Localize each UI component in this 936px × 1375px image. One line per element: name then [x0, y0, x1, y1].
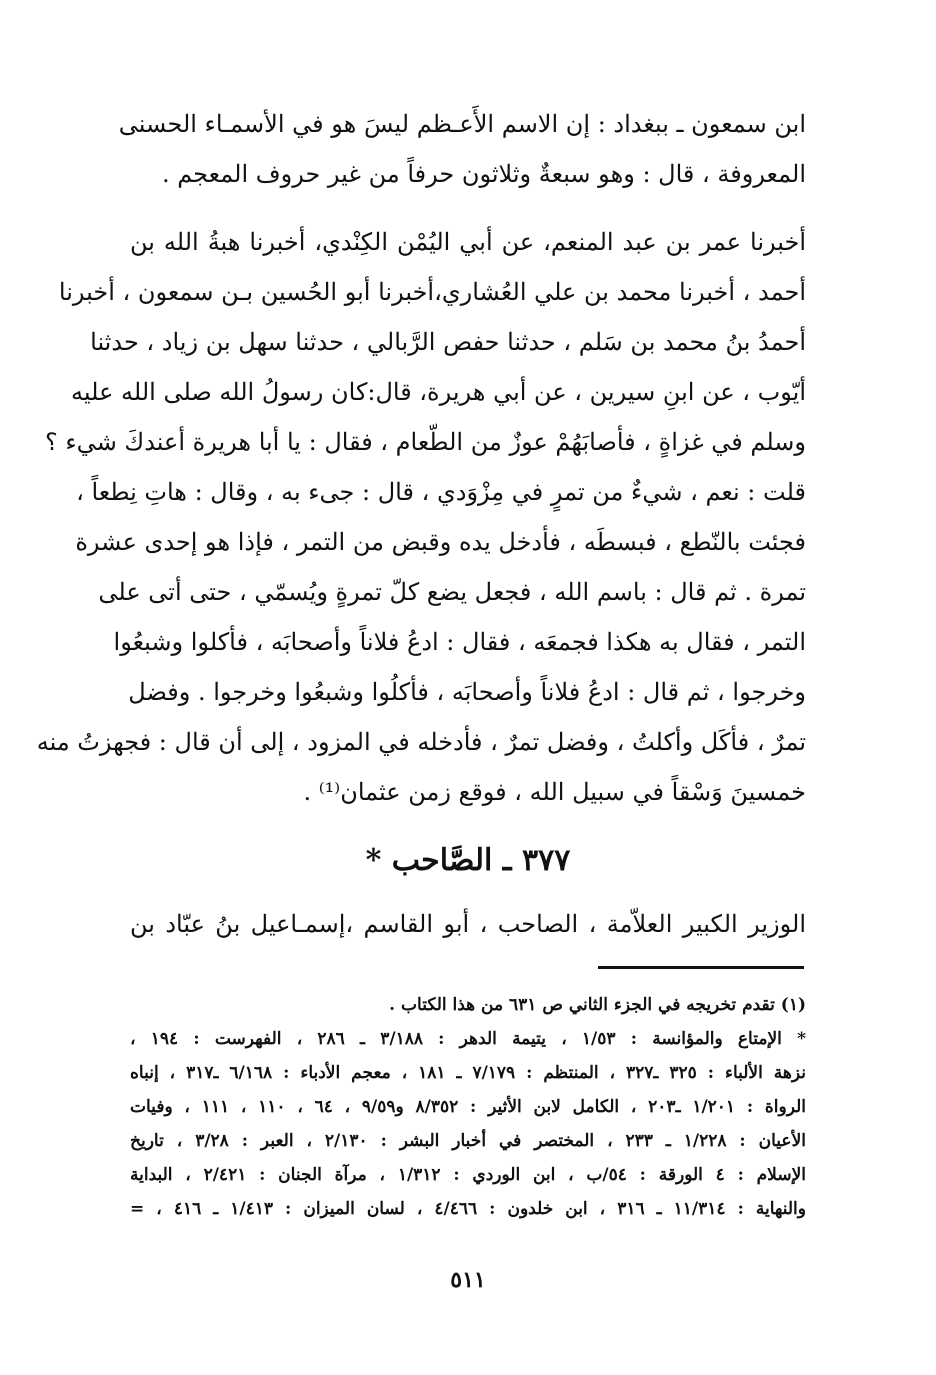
narration-line-12: خمسينَ وَسْقاً في سبيل الله ، فوقع زمن عثمان⁽¹⁾ . — [303, 778, 806, 806]
narration-line-8: تمرة . ثم قال : باسم الله ، فجعل يضع كلّ تمرةٍ ويُسمّي ، حتى أتى على — [98, 578, 806, 606]
footnote-source-line-3: الرواة : ١/٢٠١ ـ٢٠٣ ، الكامل لابن الأثير : ٨/٣٥٢ و٩/٥٩ ، ٦٤ ، ١١٠ ، ١١١ ، وفيات — [130, 1097, 807, 1117]
page-number: ٥١١ — [450, 1267, 486, 1293]
footnote-source-line-6: والنهاية : ١١/٣١٤ ـ ٣١٦ ، ابن خلدون : ٤/٤٦٦ ، لسان الميزان : ١/٤١٣ ـ ٤١٦ ، = — [130, 1199, 806, 1219]
footnote-1: (١) تقدم تخريجه في الجزء الثاني ص ٦٣١ من هذا الكتاب . — [389, 995, 806, 1015]
narration-line-9: التمر ، فقال به هكذا فجمعَه ، فقال : ادعُ فلاناً وأصحابَه ، فأكلوا وشبعُوا — [113, 628, 806, 656]
intro-line-1: ابن سمعون ـ ببغداد : إن الاسم الأَعـظم ليسَ هو في الأسمـاء الحسنى — [118, 110, 806, 138]
narration-line-7: فجئت بالنّطع ، فبسطَه ، فأدخل يده وقبض من التمر ، فإذا هو إحدى عشرة — [75, 528, 806, 556]
narration-line-5: وسلم في غزاةٍ ، فأصابَهُمْ عوزٌ من الطّعام ، فقال : يا أبا هريرة أعندكَ شيء ؟ — [45, 428, 806, 456]
narration-line-6: قلت : نعم ، شيءٌ من تمرٍ في مِزْوَدي ، قال : جىء به ، وقال : هاتِ نِطعاً ، — [76, 478, 806, 506]
footnote-source-line-5: الإسلام : ٤ الورقة : ٥٤/ب ، ابن الوردي : ١/٣١٢ ، مرآة الجنان : ٢/٤٢١ ، البداية — [130, 1165, 806, 1185]
intro-line-2: المعروفة ، قال : وهو سبعةٌ وثلاثون حرفاً من غير حروف المعجم . — [161, 160, 806, 188]
footnote-source-line-1: * الإمتاع والمؤانسة : ١/٥٣ ، يتيمة الدهر : ٣/١٨٨ ـ ٢٨٦ ، الفهرست : ١٩٤ ، — [130, 1029, 806, 1049]
bio-line: الوزير الكبير العلاّمة ، الصاحب ، أبو القاسم ،إسمـاعيل بنُ عبّاد بن — [130, 910, 806, 938]
narration-line-4: أيّوب ، عن ابنِ سيرين ، عن أبي هريرة، قال:كان رسولُ الله صلى الله عليه — [71, 378, 806, 406]
narration-line-3: أحمدُ بنُ محمد بن سَلم ، حدثنا حفص الرَّبالي ، حدثنا سهل بن زياد ، حدثنا — [90, 328, 806, 356]
footnote-source-line-2: نزهة الألباء : ٣٢٥ ـ٣٢٧ ، المنتظم : ٧/١٧٩ ـ ١٨١ ، معجم الأدباء : ٦/١٦٨ ـ٣١٧ ، إنباه — [130, 1063, 806, 1083]
narration-line-2: أحمد ، أخبرنا محمد بن علي العُشاري،أخبرنا أبو الحُسين بـن سمعون ، أخبرنا — [58, 278, 806, 306]
narration-line-11: تمرٌ ، فأكَل وأكلتُ ، وفضل تمرٌ ، فأدخله في المزود ، إلى أن قال : فجهزتُ منه — [36, 728, 806, 756]
section-heading: ٣٧٧ ـ الصَّاحب * — [365, 843, 571, 878]
narration-line-1: أخبرنا عمر بن عبد المنعم، عن أبي اليُمْن الكِنْدي، أخبرنا هبةُ الله بن — [130, 228, 806, 256]
footnote-source-line-4: الأعيان : ١/٢٢٨ ـ ٢٣٣ ، المختصر في أخبار البشر : ٢/١٣٠ ، العبر : ٣/٢٨ ، تاريخ — [130, 1131, 806, 1151]
narration-line-10: وخرجوا ، ثم قال : ادعُ فلاناً وأصحابَه ، فأكلُوا وشبعُوا وخرجوا . وفضل — [128, 678, 806, 706]
footnote-separator — [598, 966, 804, 969]
